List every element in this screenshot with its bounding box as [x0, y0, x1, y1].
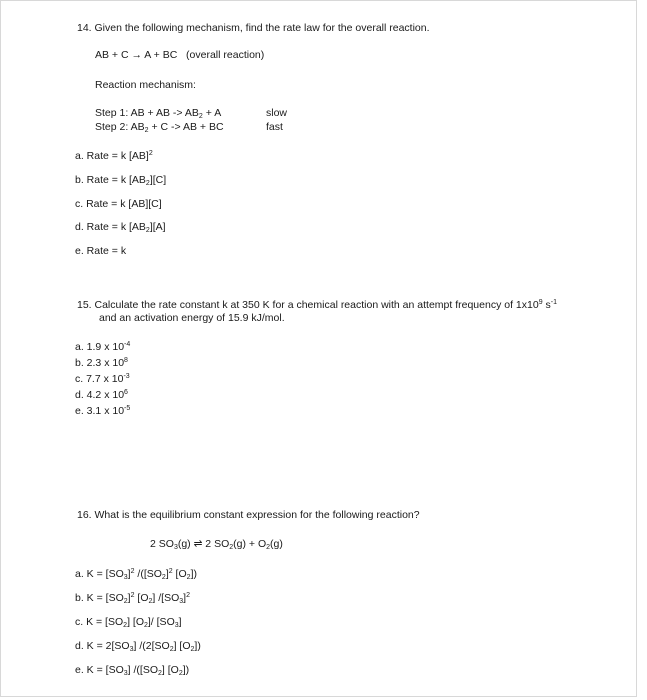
q16-option-e[interactable]: e. $K = [SO_3]$ $/([SO_2]$ $[O_2]$): [75, 664, 190, 677]
q15-option-b-base: b. 2.3 x 10: [75, 357, 125, 369]
q16-option-b[interactable]: b. $K = [SO_2]^2$ $[O_2]$ $/[SO_3]^2$: [75, 592, 190, 605]
step-1-label: Step 1:: [95, 107, 129, 119]
q15-option-d-base: d. 4.2 x 10: [75, 389, 125, 401]
q15-option-c-base: c. 7.7 x 10: [75, 373, 124, 385]
q16-option-a-prefix: a. K =: [75, 568, 103, 580]
equilibrium-reaction: 2 $SO_3(g)$ ⇌ 2 $SO_2(g) + O_2(g)$: [150, 538, 283, 551]
step-2-label: Step 2:: [95, 121, 129, 133]
overall-reaction-label: (overall reaction): [186, 49, 265, 61]
step-2-speed: fast: [266, 121, 283, 133]
question-15-text: 15. Calculate the rate constant k at 350 K for a chemical reaction with an attempt frequency of $1x10^9$ $s^{-1}$: [77, 299, 557, 311]
mechanism-step-1: Step 1: AB + AB -> $AB_2 + A$: [95, 107, 222, 120]
q15-option-a-base: a. 1.9 x 10: [75, 341, 125, 353]
q15-option-c[interactable]: c. 7.7 x $10^{-3}$: [75, 373, 130, 385]
overall-reaction-equation: AB + C → A + BC (overall reaction): [95, 49, 265, 61]
question-15-part-1: 15. Calculate the rate constant k at 350 K for a chemical reaction with an attempt frequency of 1x10: [77, 299, 539, 311]
q14-option-a-prefix: a. Rate = k: [75, 150, 127, 162]
question-15-text-line-2: and an activation energy of 15.9 kJ/mol.: [99, 312, 285, 324]
q15-option-b[interactable]: b. 2.3 x $10^8$: [75, 357, 128, 369]
q15-option-d[interactable]: d. 4.2 x $10^6$: [75, 389, 128, 401]
q14-option-a[interactable]: a. Rate = k [AB]$^2$: [75, 150, 153, 162]
q14-option-d[interactable]: d. Rate = k $[AB_2][A]$: [75, 221, 166, 234]
q14-option-b-prefix: b. Rate = k: [75, 174, 127, 186]
q14-option-c[interactable]: c. Rate = k [AB][C]: [75, 198, 162, 210]
q16-option-d-prefix: d. K =: [75, 640, 103, 652]
q15-option-e[interactable]: e. 3.1 x $10^{-5}$: [75, 405, 131, 417]
question-14-text: 14. Given the following mechanism, find the rate law for the overall reaction.: [77, 22, 430, 34]
q15-option-a[interactable]: a. 1.9 x $10^{-4}$: [75, 341, 131, 353]
q16-option-c-prefix: c. K =: [75, 616, 103, 628]
q16-option-d[interactable]: d. $K = 2[SO_3]$ $/(2[SO_2]$ $[O_2]$): [75, 640, 201, 653]
mechanism-label: Reaction mechanism:: [95, 79, 196, 91]
q16-option-a[interactable]: a. $K = [SO_3]^2$ $/([SO_2]^2$ $[O_2]$): [75, 568, 197, 581]
q14-option-b[interactable]: b. Rate = k $[AB_2][C]$: [75, 174, 167, 187]
q16-option-b-prefix: b. K =: [75, 592, 103, 604]
q16-option-c[interactable]: c. $K = [SO_2]$ $[O_2]/$ $[SO_3]$: [75, 616, 182, 629]
question-16-text: 16. What is the equilibrium constant expression for the following reaction?: [77, 509, 420, 521]
q14-option-e[interactable]: e. Rate = k: [75, 245, 127, 257]
q14-option-d-prefix: d. Rate = k: [75, 221, 127, 233]
mechanism-step-2: Step 2: $AB_2 + C$ -> AB + BC: [95, 121, 224, 134]
q15-option-e-base: e. 3.1 x 10: [75, 405, 125, 417]
step-1-speed: slow: [266, 107, 288, 119]
q16-option-e-prefix: e. K =: [75, 664, 103, 676]
